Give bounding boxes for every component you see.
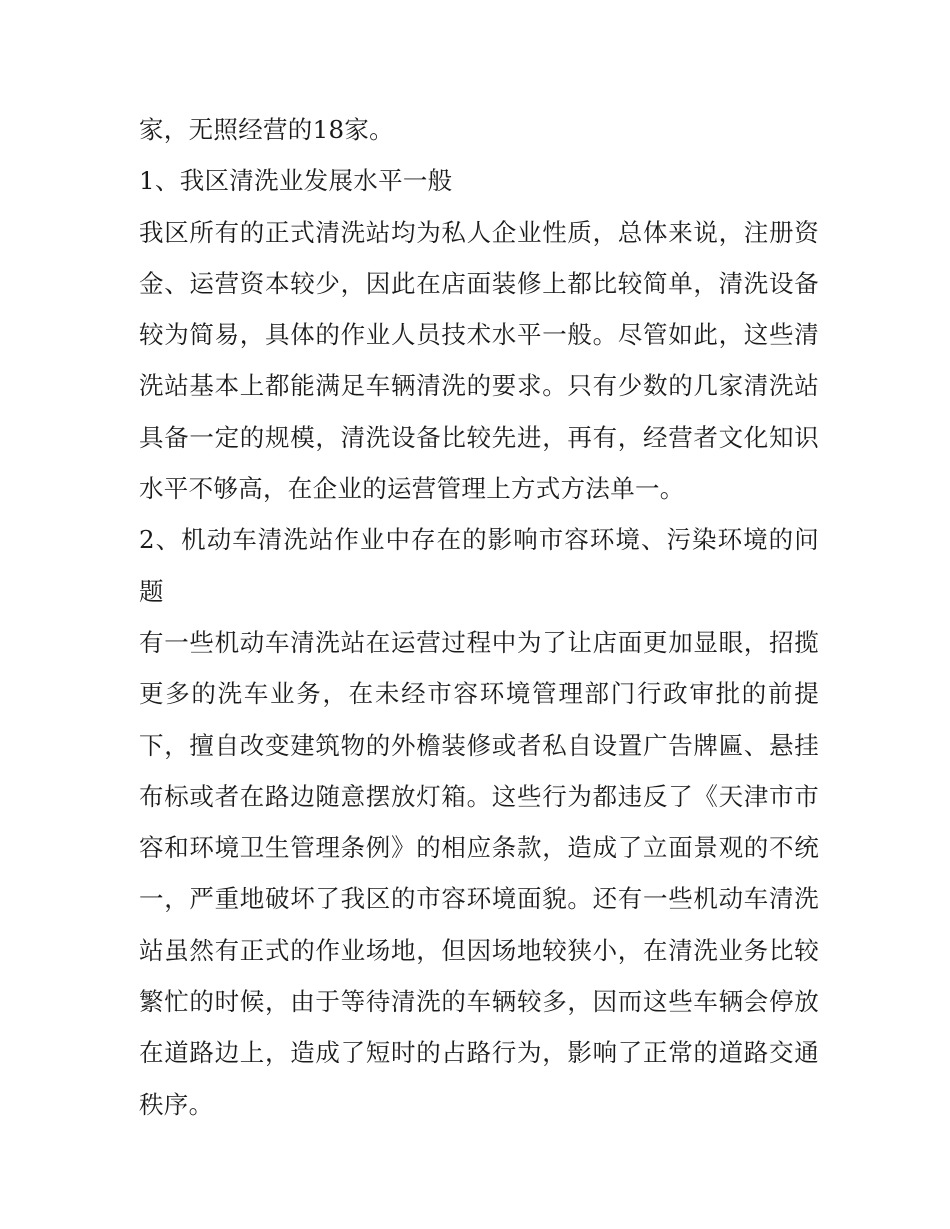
section-heading-2: 2、机动车清洗站作业中存在的影响市容环境、污染环境的问题 xyxy=(139,525,819,606)
paragraph-section-1: 我区所有的正式清洗站均为私人企业性质，总体来说，注册资金、运营资本较少，因此在店面装修上都比较简单，清洗设备较为简易，具体的作业人员技术水平一般。尽管如此，这些清洗站基本上都能满足车辆清洗的要求。只有少数的几家清洗站具备一定的规模，清洗设备比较先进，再有，经营者文化知识水平不够高，在企业的运营管理上方式方法单一。 xyxy=(139,217,819,504)
document-body xyxy=(139,104,819,1130)
paragraph-continuation: 家，无照经营的18家。 xyxy=(139,115,394,144)
paragraph-section-2: 有一些机动车清洗站在运营过程中为了让店面更加显眼，招揽更多的洗车业务，在未经市容环境管理部门行政审批的前提下，擅自改变建筑物的外檐装修或者私自设置广告牌匾、悬挂布标或者在路边随意摆放灯箱。这些行为都违反了《天津市市容和环境卫生管理条例》的相应条款，造成了立面景观的不统一，严重地破坏了我区的市容环境面貌。还有一些机动车清洗站虽然有正式的作业场地，但因场地较狭小，在清洗业务比较繁忙的时候，由于等待清洗的车辆较多，因而这些车辆会停放在道路边上，造成了短时的占路行为，影响了正常的道路交通秩序。 xyxy=(139,627,819,1119)
section-heading-1: 1、我区清洗业发展水平一般 xyxy=(139,166,453,196)
